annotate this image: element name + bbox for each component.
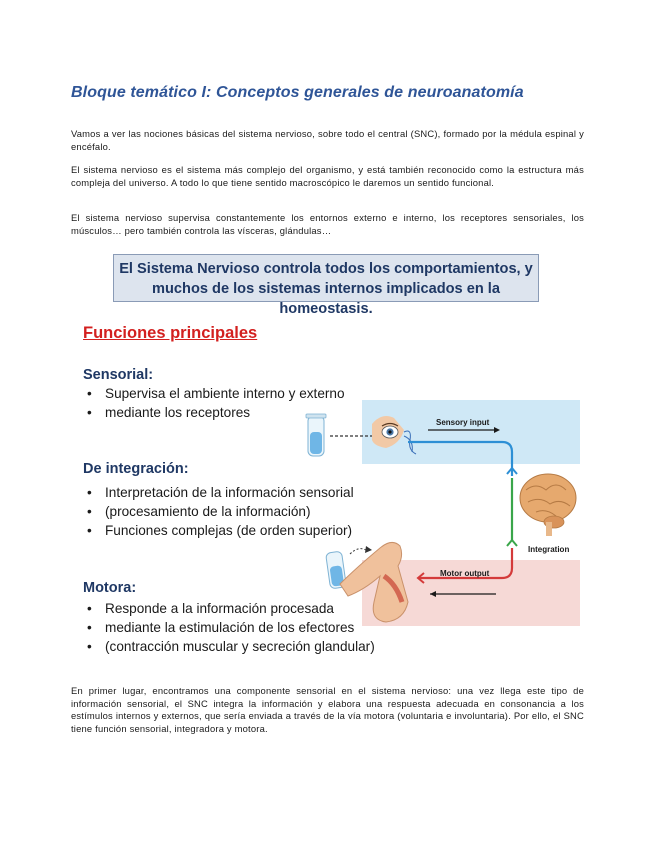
closing-paragraph: En primer lugar, encontramos una componente sensorial en el sistema nervioso: una vez llega este tipo de información sensorial, el SNC integra la información y elabora una respuesta adecuada en consonancia a los estímulos internos y externos, que sería enviada a través de la vía motora (voluntaria e involuntaria). Por ello, el SNC tiene función sensorial, integradora y motora. [71,685,584,734]
list-item: • Responde a la información procesada [83,599,375,618]
body-paragraph: El sistema nervioso supervisa constantemente los entornos externo e interno, los receptores sensoriales, los músculos… pero también controla las vísceras, glándulas… [71,212,584,236]
motor-output-label: Motor output [440,569,490,578]
list-item-continuation: • mediante los receptores [83,403,345,422]
callout-line: muchos de los sistemas internos implicados en la homeostasis. [152,281,500,317]
list-item: • Interpretación de la información sensorial [83,483,354,502]
sensorial-heading: Sensorial: [83,367,154,383]
list-item-continuation: • (contracción muscular y secreción glandular) [83,637,375,656]
callout-line: El Sistema Nervioso controla todos los comportamientos, y [119,261,533,277]
callout-box [113,254,539,317]
nervous-system-diagram [300,370,590,632]
integration-label: Integration [528,545,570,554]
list-item: • Supervisa el ambiente interno y externo [83,384,345,403]
body-paragraph: El sistema nervioso es el sistema más complejo del organismo, y está también reconocido como la estructura más compleja del universo. A todo lo que tiene sentido macroscópico le daremos un sentido funcional. [71,164,584,188]
intro-paragraph: Vamos a ver las nociones básicas del sistema nervioso, sobre todo el central (SNC), formado por la médula espinal y encéfalo. [71,128,584,152]
brain-icon [520,474,576,536]
list-item-continuation: • (procesamiento de la información) [83,502,354,521]
page-title: Bloque temático I: Conceptos generales de neuroanatomía [71,84,524,101]
receptor-tube-icon [306,414,326,456]
sensory-input-label: Sensory input [436,418,490,427]
list-item-continuation: • mediante la estimulación de los efectores [83,618,375,637]
motor-heading: Motora: [83,580,137,596]
figure-title: Funciones principales [83,324,258,342]
integration-heading: De integración: [83,461,189,477]
list-item: • Funciones complejas (de orden superior) [83,521,354,540]
